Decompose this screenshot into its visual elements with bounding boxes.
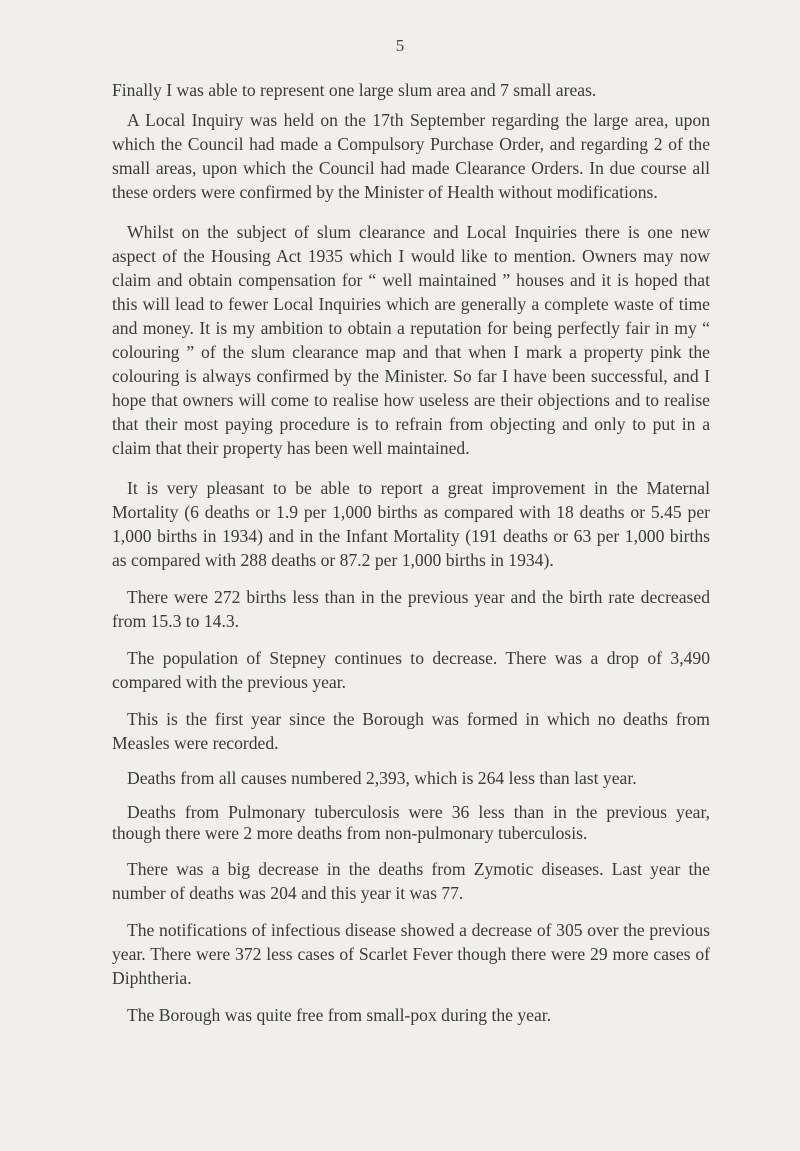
paragraph-housing-act: Whilst on the subject of slum clearance and Local Inquiries there is one new aspect of the Housing Act 1935 which I would like to mention. Owners may now claim and obtain compensation for “ well maintained ” houses and it is hoped that this will lead to fewer Local Inquiries which are generally a complete waste of time and money. It is my ambition to obtain a reputation for being perfectly fair in my “ colouring ” of the slum clearance map and that when I mark a property pink the colouring is always confirmed by the Minister. So far I have been successful, and I hope that owners will come to realise how useless are their objections and to realise that their most paying procedure is to refrain from objecting and only to put in a claim that their property has been well maintained. bbox=[112, 222, 710, 458]
paragraph-infectious-disease: The notifications of infectious disease showed a decrease of 305 over the previous year. There were 372 less cases of Scarlet Fever though there were 29 more cases of Diphtheria. bbox=[112, 920, 710, 988]
page-number: 5 bbox=[395, 36, 405, 55]
paragraph-local-inquiry: A Local Inquiry was held on the 17th September regarding the large area, upon which the Council had made a Compulsory Purchase Order, and regarding 2 of the small areas, upon which the Council had made Clearance Orders. In due course all these orders were confirmed by the Minister of Health without modifications. bbox=[112, 110, 710, 202]
paragraph-slum-areas: Finally I was able to represent one large slum area and 7 small areas. bbox=[112, 80, 597, 100]
paragraph-zymotic: There was a big decrease in the deaths from Zymotic diseases. Last year the number of deaths was 204 and this year it was 77. bbox=[112, 859, 710, 903]
paragraph-population: The population of Stepney continues to decrease. There was a drop of 3,490 compared with the previous year. bbox=[112, 648, 710, 692]
paragraph-small-pox: The Borough was quite free from small-pox during the year. bbox=[127, 1005, 552, 1025]
paragraph-all-causes: Deaths from all causes numbered 2,393, which is 264 less than last year. bbox=[127, 768, 637, 788]
paragraph-maternal-mortality: It is very pleasant to be able to report a great improvement in the Maternal Mortality (6 deaths or 1.9 per 1,000 births as compared with 18 deaths or 5.45 per 1,000 births in 1934) and in the Infant Mortality (191 deaths or 63 per 1,000 births as compared with 288 deaths or 87.2 per 1,000 births in 1934). bbox=[112, 478, 710, 570]
document-body bbox=[112, 78, 710, 1027]
paragraph-measles: This is the first year since the Borough was formed in which no deaths from Measles were recorded. bbox=[112, 709, 710, 753]
paragraph-births: There were 272 births less than in the previous year and the birth rate decreased from 15.3 to 14.3. bbox=[112, 587, 710, 631]
paragraph-tuberculosis: Deaths from Pulmonary tuberculosis were 36 less than in the previous year, though there were 2 more deaths from non-pulmonary tuberculosis. bbox=[112, 802, 710, 843]
